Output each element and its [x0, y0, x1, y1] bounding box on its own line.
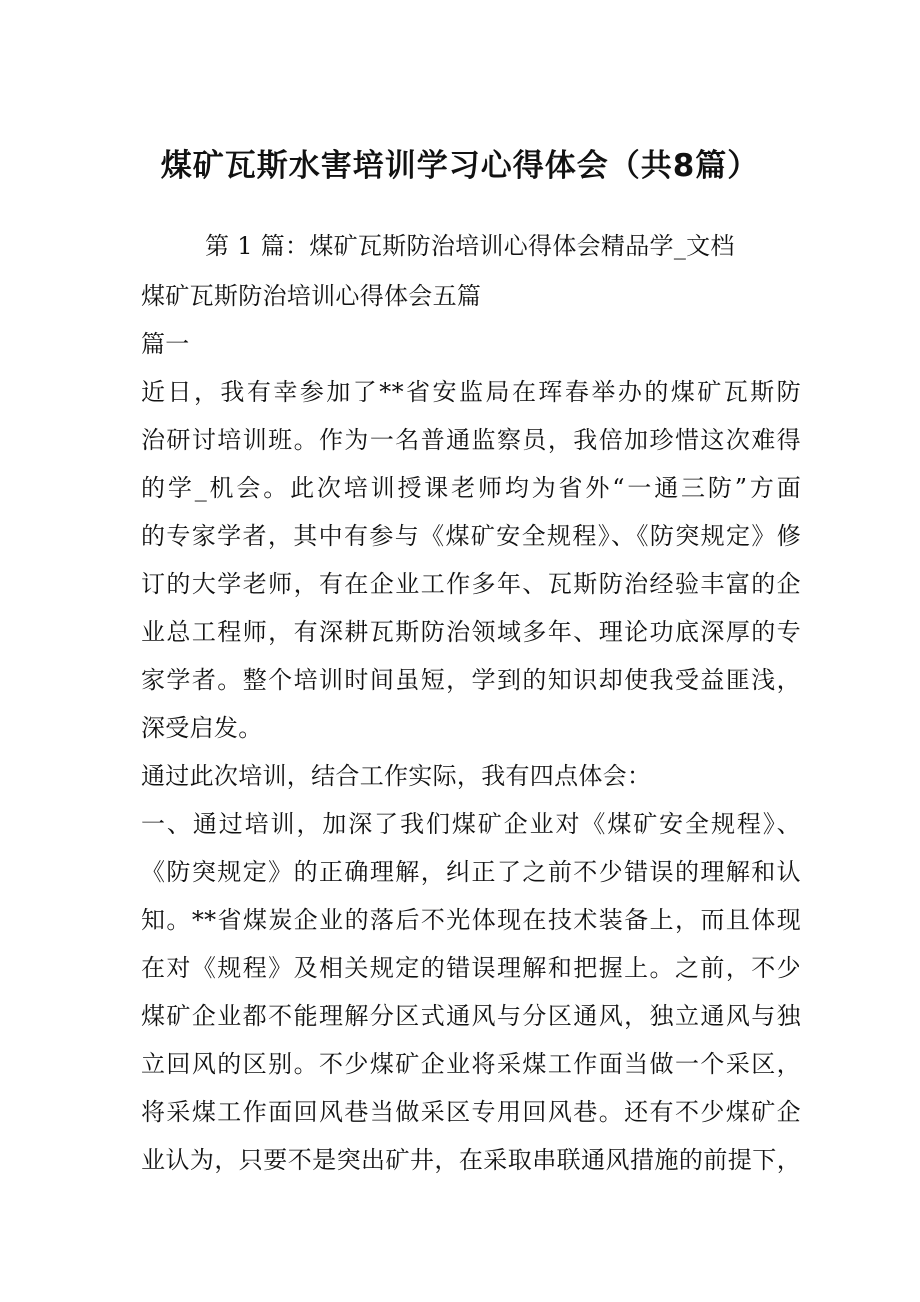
section-heading: 煤矿瓦斯防治培训心得体会五篇: [141, 282, 482, 310]
body-line: 煤矿企业都不能理解分区式通风与分区通风，独立通风与独: [141, 1002, 801, 1030]
chapter-heading: 第 1 篇：煤矿瓦斯防治培训心得体会精品学_文档: [205, 232, 735, 260]
body-line: 近日，我有幸参加了**省安监局在珲春举办的煤矿瓦斯防: [141, 378, 801, 406]
body-line: 深受启发。: [141, 714, 263, 742]
body-line: 家学者。整个培训时间虽短，学到的知识却使我受益匪浅，: [141, 666, 801, 694]
document-title: 煤矿瓦斯水害培训学习心得体会（共8篇）: [160, 148, 760, 184]
body-line: 一、通过培训，加深了我们煤矿企业对《煤矿安全规程》、: [141, 810, 801, 838]
body-line: 立回风的区别。不少煤矿企业将采煤工作面当做一个采区，: [141, 1050, 801, 1078]
body-line: 通过此次培训，结合工作实际，我有四点体会：: [141, 762, 652, 790]
body-line: 的专家学者，其中有参与《煤矿安全规程》、《防突规定》修: [141, 522, 801, 550]
body-line: 知。**省煤炭企业的落后不光体现在技术装备上，而且体现: [141, 906, 801, 934]
part-heading: 篇一: [141, 330, 190, 358]
body-line: 将采煤工作面回风巷当做采区专用回风巷。还有不少煤矿企: [141, 1098, 801, 1126]
body-line: 治研讨培训班。作为一名普通监察员，我倍加珍惜这次难得: [141, 426, 801, 454]
body-line: 订的大学老师，有在企业工作多年、瓦斯防治经验丰富的企: [141, 570, 801, 598]
body-line: 业认为，只要不是突出矿井，在采取串联通风措施的前提下，: [141, 1146, 801, 1174]
body-line: 的学_机会。此次培训授课老师均为省外“一通三防”方面: [141, 474, 801, 502]
body-line: 《防突规定》的正确理解，纠正了之前不少错误的理解和认: [141, 858, 801, 886]
body-line: 业总工程师，有深耕瓦斯防治领域多年、理论功底深厚的专: [141, 618, 801, 646]
body-line: 在对《规程》及相关规定的错误理解和把握上。之前，不少: [141, 954, 801, 982]
